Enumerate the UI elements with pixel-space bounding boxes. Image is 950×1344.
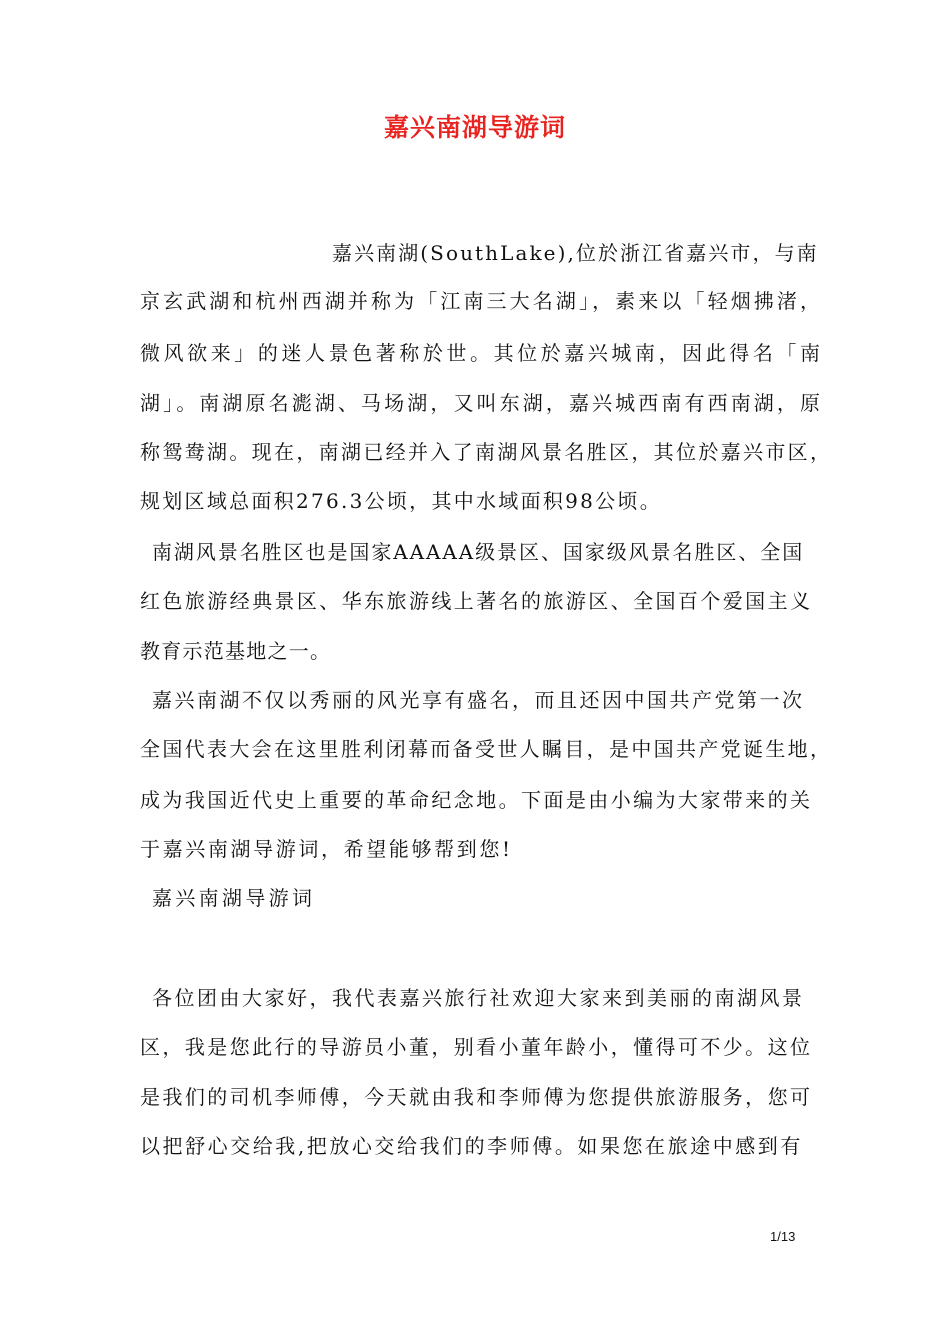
page-number: 1/13 bbox=[770, 1229, 796, 1244]
paragraph-1-line-5: 称鸳鸯湖。现在，南湖已经并入了南湖风景名胜区，其位於嘉兴市区， bbox=[140, 440, 833, 464]
paragraph-2-line-3: 教育示范基地之一。 bbox=[140, 639, 332, 663]
paragraph-5-line-1: 各位团由大家好，我代表嘉兴旅行社欢迎大家来到美丽的南湖风景 bbox=[152, 986, 805, 1010]
paragraph-1-line-2: 京玄武湖和杭州西湖并称为「江南三大名湖」，素来以「轻烟拂渚， bbox=[140, 289, 824, 313]
document-title: 嘉兴南湖导游词 bbox=[383, 113, 566, 142]
paragraph-1-line-3: 微风欲来」的迷人景色著称於世。其位於嘉兴城南，因此得名「南 bbox=[140, 341, 824, 365]
paragraph-2-line-1: 南湖风景名胜区也是国家AAAAA级景区、国家级风景名胜区、全国 bbox=[152, 540, 805, 564]
paragraph-3-line-1: 嘉兴南湖不仅以秀丽的风光享有盛名，而且还因中国共产党第一次 bbox=[152, 688, 805, 712]
paragraph-3-line-4: 于嘉兴南湖导游词，希望能够帮到您! bbox=[140, 837, 513, 861]
paragraph-5-line-4: 以把舒心交给我,把放心交给我们的李师傅。如果您在旅途中感到有 bbox=[140, 1134, 803, 1158]
section-subheading: 嘉兴南湖导游词 bbox=[152, 886, 316, 910]
paragraph-3-line-3: 成为我国近代史上重要的革命纪念地。下面是由小编为大家带来的关 bbox=[140, 788, 813, 812]
paragraph-1-line-6: 规划区域总面积276.3公顷，其中水域面积98公顷。 bbox=[140, 489, 662, 513]
paragraph-3-line-2: 全国代表大会在这里胜利闭幕而备受世人瞩目，是中国共产党诞生地， bbox=[140, 737, 833, 761]
paragraph-1-line-1: 嘉兴南湖(SouthLake),位於浙江省嘉兴市，与南 bbox=[332, 241, 819, 265]
paragraph-5-line-3: 是我们的司机李师傅，今天就由我和李师傅为您提供旅游服务，您可 bbox=[140, 1085, 813, 1109]
paragraph-1-line-4: 湖」。南湖原名滮湖、马场湖，又叫东湖，嘉兴城西南有西南湖，原 bbox=[140, 391, 824, 415]
paragraph-5-line-2: 区，我是您此行的导游员小董，别看小董年龄小，懂得可不少。这位 bbox=[140, 1035, 813, 1059]
paragraph-2-line-2: 红色旅游经典景区、华东旅游线上著名的旅游区、全国百个爱国主义 bbox=[140, 589, 813, 613]
